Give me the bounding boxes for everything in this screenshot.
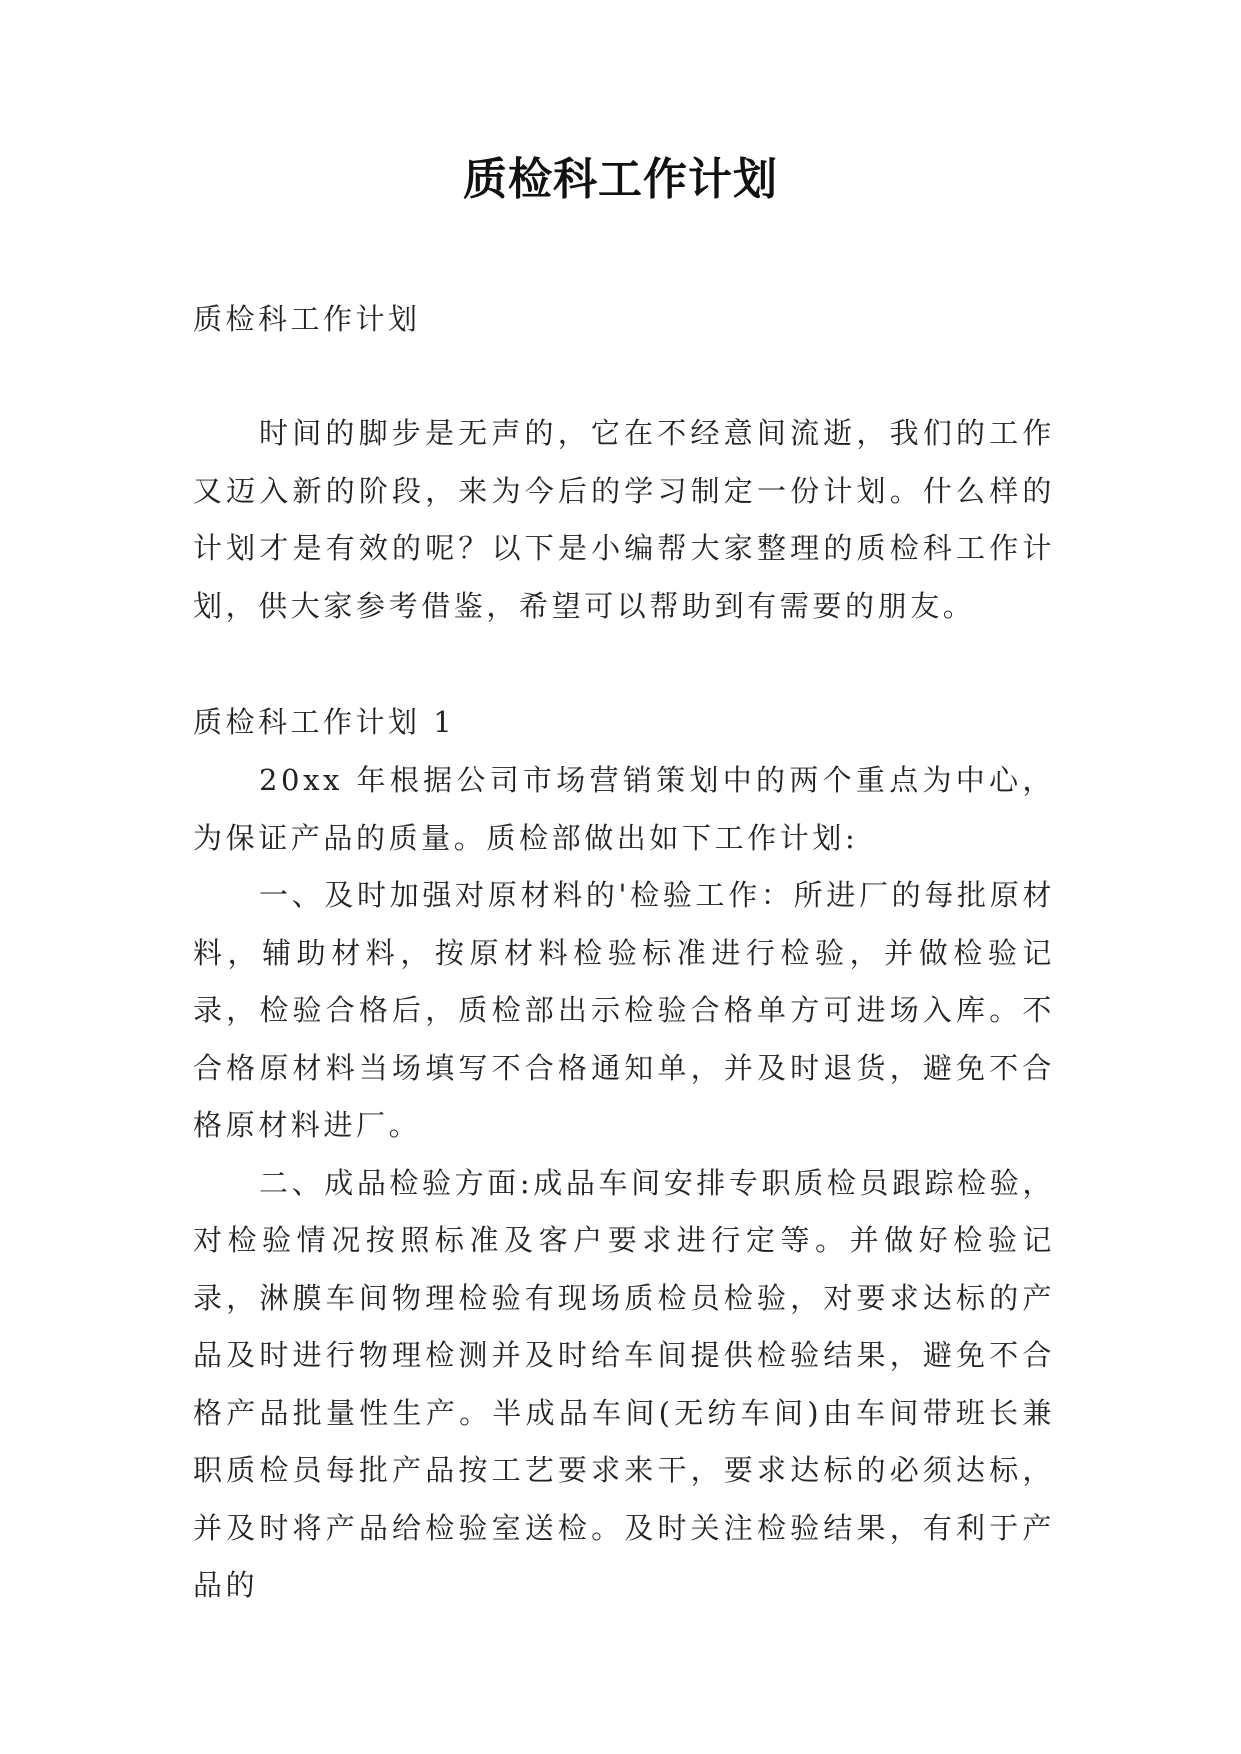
section-body-plan-1 [193, 752, 1055, 1615]
section-heading-plan-1: 质检科工作计划 1 [193, 705, 456, 739]
paragraph-overview: 20xx 年根据公司市场营销策划中的两个重点为中心，为保证产品的质量。质检部做出如下工作计划: [193, 763, 1055, 855]
paragraph-raw-material-inspection: 一、及时加强对原材料的'检验工作：所进厂的每批原材料，辅助材料，按原材料检验标准进行检验，并做检验记录，检验合格后，质检部出示检验合格单方可进场入库。不合格原材料当场填写不合格通知单，并及时退货，避免不合格原材料进厂。 [193, 878, 1055, 1142]
document-title: 质检科工作计划 [463, 154, 778, 205]
intro-paragraph: 时间的脚步是无声的，它在不经意间流逝，我们的工作又迈入新的阶段，来为今后的学习制定一份计划。什么样的计划才是有效的呢？以下是小编帮大家整理的质检科工作计划，供大家参考借鉴，希望可以帮助到有需要的朋友。 [193, 416, 1055, 623]
document-subtitle: 质检科工作计划 [193, 302, 421, 336]
paragraph-finished-product-inspection: 二、成品检验方面:成品车间安排专职质检员跟踪检验，对检验情况按照标准及客户要求进行定等。并做好检验记录，淋膜车间物理检验有现场质检员检验，对要求达标的产品及时进行物理检测并及时给车间提供检验结果，避免不合格产品批量性生产。半成品车间(无纺车间)由车间带班长兼职质检员每批产品按工艺要求来干，要求达标的必须达标，并及时将产品给检验室送检。及时关注检验结果，有利于产品的 [193, 1165, 1055, 1602]
